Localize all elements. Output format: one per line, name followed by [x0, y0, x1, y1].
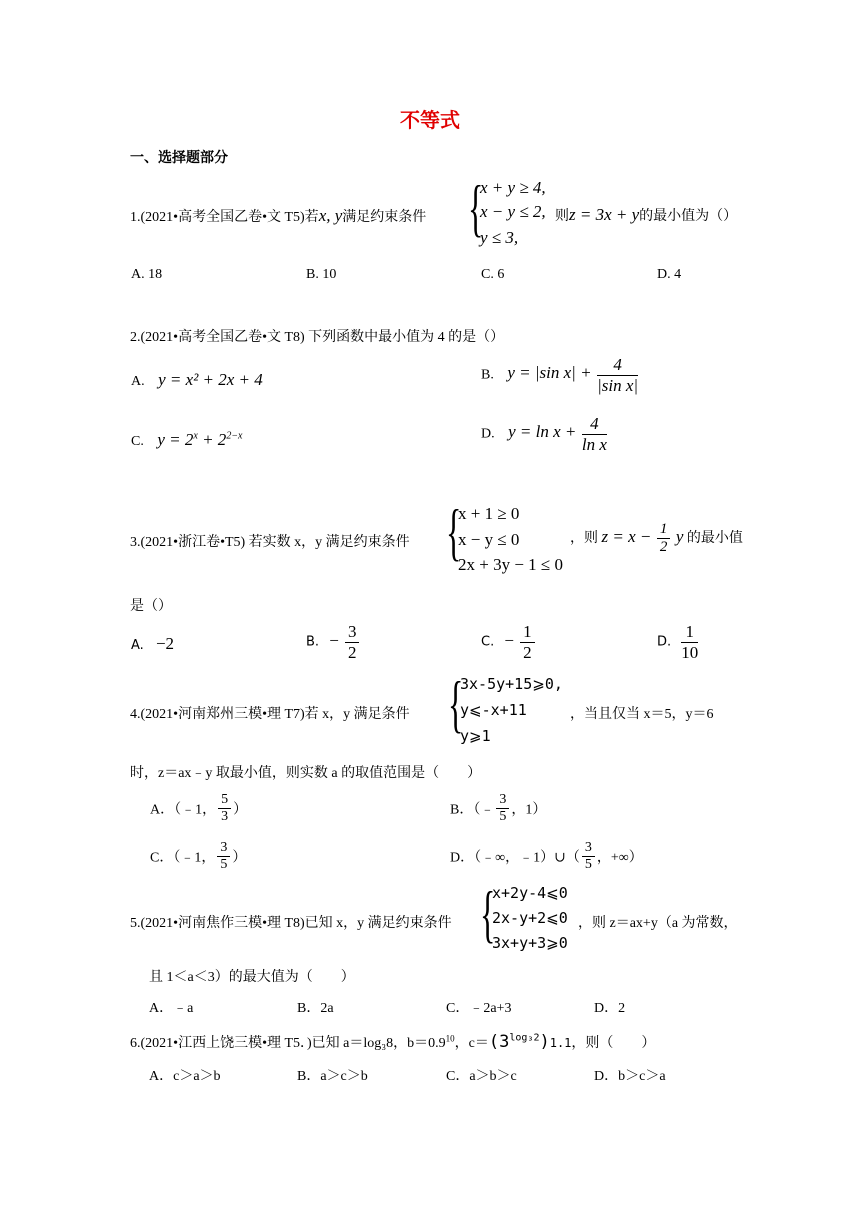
q4-option-c[interactable]: C．（﹣1， $\frac{3}{5}$ ）: [150, 840, 247, 873]
q4-constraint: y⩾1: [460, 727, 491, 745]
q3-constraint-system: [446, 496, 578, 580]
q1-vars: x, y: [318, 206, 343, 225]
brace-icon: {: [480, 878, 496, 949]
q5-suffix: ，则 z＝ax+y（a 为常数，: [578, 916, 738, 931]
q5-option-c[interactable]: C．﹣2a+3: [446, 1001, 512, 1016]
q5-constraint: x+2y-4⩽0: [492, 884, 568, 902]
q5-constraint: 3x+y+3⩾0: [492, 934, 568, 952]
q2-stem: 2.(2021•高考全国乙卷•文 T8) 下列函数中最小值为 4 的是（）: [130, 330, 505, 345]
brace-icon: {: [468, 172, 484, 243]
q1-option-d[interactable]: D. 4: [657, 267, 682, 282]
section-heading: 一、选择题部分: [130, 150, 228, 166]
q1-option-b[interactable]: B. 10: [306, 267, 337, 282]
q1-constraint-system: [468, 172, 550, 256]
q2-option-b[interactable]: B. y = |sin x| + $\frac{4}{\text{|sin x|}}$: [481, 355, 639, 395]
brace-icon: {: [448, 668, 464, 739]
q3-prefix: 3.(2021•浙江卷•T5) 若实数 x，y 满足约束条件: [130, 535, 410, 550]
q3-option-c[interactable]: C. − $\frac{1}{2}$: [481, 622, 537, 662]
q6-option-d[interactable]: D．b＞c＞a: [594, 1069, 666, 1084]
q4-prefix: 4.(2021•河南郑州三模•理 T7)若 x，y 满足条件: [130, 707, 410, 722]
q4-option-a[interactable]: A．（﹣1， $\frac{5}{3}$ ）: [150, 792, 248, 825]
q5-option-a[interactable]: A．﹣a: [149, 1001, 194, 1016]
q4-line2: 时，z＝ax﹣y 取最小值，则实数 a 的取值范围是（ ）: [130, 766, 482, 781]
q3-option-b[interactable]: B. − $\frac{3}{2}$: [306, 622, 361, 662]
q2-option-a[interactable]: A. y = x² + 2x + 4: [131, 370, 263, 389]
q6-prefix: 6.(2021•江西上饶三模•理 T5．)已知 a＝log₃8，b＝0.9: [130, 1036, 446, 1051]
q6-option-c[interactable]: C．a＞b＞c: [446, 1069, 517, 1084]
q5-line2: 且 1＜a＜3）的最大值为（ ）: [149, 970, 355, 985]
q4-option-b[interactable]: B．（﹣ $\frac{3}{5}$ ，1）: [450, 792, 547, 825]
brace-icon: {: [446, 496, 462, 567]
q3-constraint: 2x + 3y − 1 ≤ 0: [458, 555, 564, 574]
q3-line2: 是（）: [130, 599, 172, 614]
q4-option-d[interactable]: D．（﹣∞，﹣1）∪（ $\frac{3}{5}$ ，+∞）: [450, 840, 643, 873]
q5-constraint-system: [480, 878, 592, 960]
page-title: 不等式: [400, 108, 460, 132]
q6-option-a[interactable]: A．c＞a＞b: [149, 1069, 221, 1084]
q1-objective: z = 3x + y: [569, 205, 640, 224]
q2-b-fraction: $\frac{4}{\text{|sin x|}}$: [597, 355, 639, 395]
q2-a-expr: y = x² + 2x + 4: [158, 370, 263, 389]
q5-prefix: 5.(2021•河南焦作三模•理 T8)已知 x，y 满足约束条件: [130, 916, 452, 931]
q5-option-d[interactable]: D．2: [594, 1001, 626, 1016]
q1-constraint: x − y ≤ 2,: [480, 202, 546, 221]
q4-constraint-system: [448, 668, 570, 750]
q3-constraint: x − y ≤ 0: [458, 530, 520, 549]
q3-option-d[interactable]: D. $\frac{1}{10}$: [657, 622, 699, 662]
q4-constraint: y⩽-x+11: [460, 701, 527, 719]
q2-option-c[interactable]: C. $y = 2^x + 2^{2-x}$: [131, 430, 243, 449]
q2-option-d[interactable]: D. y = ln x + $\frac{4}{\text{ln x}}$: [481, 414, 607, 454]
q6-c-expr: $(3^{log_32})$: [488, 1032, 550, 1052]
q6-option-b[interactable]: B．a＞c＞b: [297, 1069, 368, 1084]
q3-option-a[interactable]: A. −2: [131, 634, 175, 653]
q1-option-c[interactable]: C. 6: [481, 267, 505, 282]
q1-constraint: y ≤ 3,: [480, 228, 519, 247]
q4-suffix: ，当且仅当 x＝5，y＝6: [570, 707, 714, 722]
q1-mid: 满足约束条件: [342, 210, 427, 225]
q1-option-a[interactable]: A. 18: [131, 267, 163, 282]
q2-d-fraction: $\frac{4}{\text{ln x}}$: [581, 414, 607, 454]
q5-constraint: 2x-y+2⩽0: [492, 909, 568, 927]
q3-half-fraction: $\frac{1}{2}$: [657, 521, 671, 557]
q4-constraint: 3x-5y+15⩾0,: [460, 675, 563, 693]
q5-option-b[interactable]: B．2a: [297, 1001, 334, 1016]
q1-then: 则: [555, 209, 569, 224]
q3-constraint: x + 1 ≥ 0: [458, 504, 520, 523]
q1-constraint: x + y ≥ 4,: [480, 178, 546, 197]
q1-prefix: 1.(2021•高考全国乙卷•文 T5)若: [130, 210, 319, 225]
q1-ask: 的最小值为（）: [639, 209, 738, 224]
